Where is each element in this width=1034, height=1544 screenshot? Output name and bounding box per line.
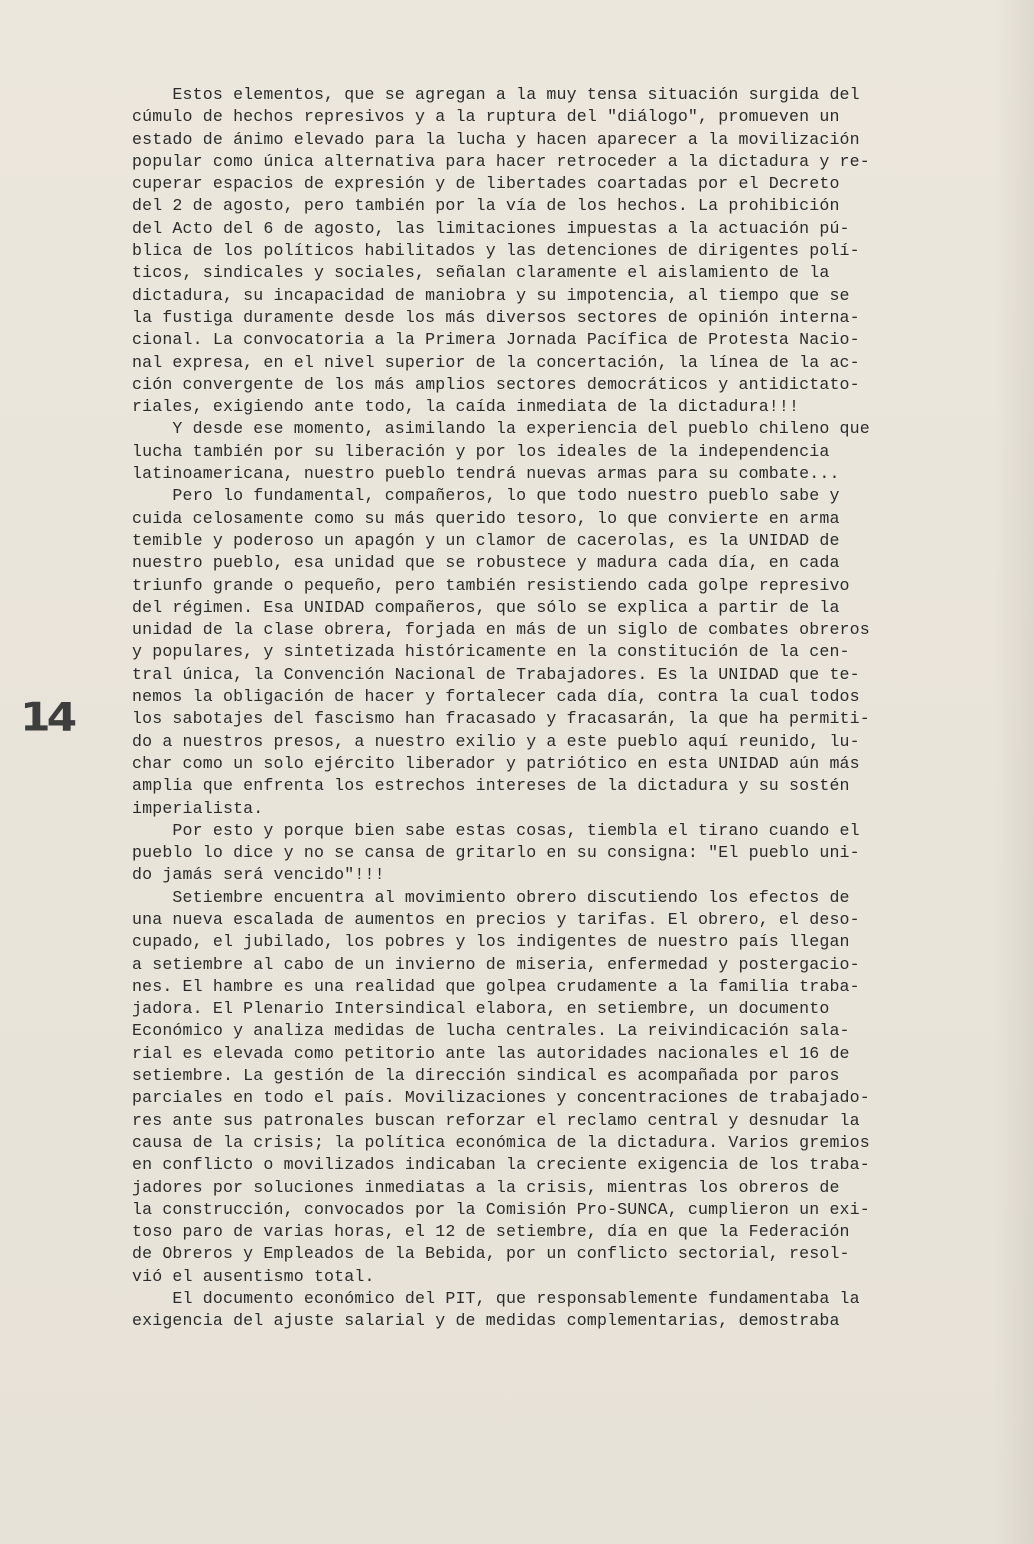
text-line: estado de ánimo elevado para la lucha y hacen aparecer a la movilización	[132, 129, 860, 149]
text-line: imperialista.	[132, 798, 264, 818]
text-line: y populares, y sintetizada históricamente en la constitución de la cen-	[132, 642, 850, 662]
text-line: a setiembre al cabo de un invierno de miseria, enfermedad y postergacio-	[132, 954, 860, 974]
text-line: lucha también por su liberación y por los ideales de la independencia	[132, 441, 830, 461]
text-line: la construcción, convocados por la Comisión Pro-SUNCA, cumplieron un exi-	[132, 1199, 870, 1219]
text-line: popular como única alternativa para hacer retroceder a la dictadura y re-	[132, 151, 870, 171]
text-line: amplia que enfrenta los estrechos intereses de la dictadura y su sostén	[132, 776, 850, 796]
text-line: riales, exigiendo ante todo, la caída inmediata de la dictadura!!!	[132, 397, 800, 417]
text-line: causa de la crisis; la política económica de la dictadura. Varios gremios	[132, 1132, 870, 1152]
text-line: Estos elementos, que se agregan a la muy tensa situación surgida del	[132, 85, 860, 104]
text-line: ción convergente de los más amplios sectores democráticos y antidictato-	[132, 374, 860, 394]
text-line: cional. La convocatoria a la Primera Jornada Pacífica de Protesta Nacio-	[132, 330, 860, 350]
text-line: del 2 de agosto, pero también por la vía de los hechos. La prohibición	[132, 196, 840, 216]
text-line: res ante sus patronales buscan reforzar el reclamo central y desnudar la	[132, 1110, 860, 1130]
text-line: nuestro pueblo, esa unidad que se robustece y madura cada día, en cada	[132, 553, 840, 573]
text-line: do jamás será vencido"!!!	[132, 865, 385, 885]
text-line: temible y poderoso un apagón y un clamor de cacerolas, es la UNIDAD de	[132, 530, 840, 550]
text-line: jadora. El Plenario Intersindical elabora, en setiembre, un documento	[132, 999, 830, 1019]
text-line: la fustiga duramente desde los más diversos sectores de opinión interna-	[132, 307, 860, 327]
text-line: jadores por soluciones inmediatas a la crisis, mientras los obreros de	[132, 1177, 840, 1197]
body-text	[132, 84, 1012, 1333]
text-line: Económico y analiza medidas de lucha centrales. La reivindicación sala-	[132, 1021, 850, 1041]
text-line: nes. El hambre es una realidad que golpea crudamente a la familia traba-	[132, 976, 860, 996]
text-line: cúmulo de hechos represivos y a la ruptura del "diálogo", promueven un	[132, 107, 840, 127]
text-line: del régimen. Esa UNIDAD compañeros, que sólo se explica a partir de la	[132, 597, 840, 617]
text-line: do a nuestros presos, a nuestro exilio y a este pueblo aquí reunido, lu-	[132, 731, 860, 751]
text-line: rial es elevada como petitorio ante las autoridades nacionales el 16 de	[132, 1043, 850, 1063]
page-number: 14	[20, 694, 74, 741]
text-line: cuida celosamente como su más querido tesoro, lo que convierte en arma	[132, 508, 840, 528]
text-line: blica de los políticos habilitados y las detenciones de dirigentes polí-	[132, 241, 860, 261]
text-line: tral única, la Convención Nacional de Trabajadores. Es la UNIDAD que te-	[132, 664, 860, 684]
text-line: nemos la obligación de hacer y fortalecer cada día, contra la cual todos	[132, 687, 860, 707]
text-line: toso paro de varias horas, el 12 de setiembre, día en que la Federación	[132, 1222, 850, 1242]
text-line: Y desde ese momento, asimilando la experiencia del pueblo chileno que	[132, 419, 870, 439]
text-line: ticos, sindicales y sociales, señalan claramente el aislamiento de la	[132, 263, 830, 283]
text-line: char como un solo ejército liberador y patriótico en esta UNIDAD aún más	[132, 753, 860, 773]
text-line: los sabotajes del fascismo han fracasado y fracasarán, la que ha permiti-	[132, 709, 870, 729]
text-line: Setiembre encuentra al movimiento obrero discutiendo los efectos de	[132, 887, 850, 907]
text-line: pueblo lo dice y no se cansa de gritarlo en su consigna: "El pueblo uni-	[132, 843, 860, 863]
text-line: una nueva escalada de aumentos en precios y tarifas. El obrero, el deso-	[132, 909, 860, 929]
text-line: en conflicto o movilizados indicaban la creciente exigencia de los traba-	[132, 1155, 870, 1175]
text-line: unidad de la clase obrera, forjada en más de un siglo de combates obreros	[132, 620, 870, 640]
text-line: parciales en todo el país. Movilizaciones y concentraciones de trabajado-	[132, 1088, 870, 1108]
text-line: latinoamericana, nuestro pueblo tendrá nuevas armas para su combate...	[132, 464, 840, 484]
text-line: Por esto y porque bien sabe estas cosas, tiembla el tirano cuando el	[132, 820, 860, 840]
text-line: dictadura, su incapacidad de maniobra y su impotencia, al tiempo que se	[132, 285, 850, 305]
text-line: exigencia del ajuste salarial y de medidas complementarias, demostraba	[132, 1311, 840, 1331]
text-line: de Obreros y Empleados de la Bebida, por un conflicto sectorial, resol-	[132, 1244, 850, 1264]
text-line: Pero lo fundamental, compañeros, lo que todo nuestro pueblo sabe y	[132, 486, 840, 506]
text-line: nal expresa, en el nivel superior de la concertación, la línea de la ac-	[132, 352, 860, 372]
text-line: cuperar espacios de expresión y de libertades coartadas por el Decreto	[132, 174, 840, 194]
text-line: vió el ausentismo total.	[132, 1266, 375, 1286]
text-line: del Acto del 6 de agosto, las limitaciones impuestas a la actuación pú-	[132, 218, 850, 238]
text-line: cupado, el jubilado, los pobres y los indigentes de nuestro país llegan	[132, 932, 850, 952]
text-line: El documento económico del PIT, que responsablemente fundamentaba la	[132, 1289, 860, 1309]
text-line: setiembre. La gestión de la dirección sindical es acompañada por paros	[132, 1066, 840, 1086]
text-line: triunfo grande o pequeño, pero también resistiendo cada golpe represivo	[132, 575, 850, 595]
